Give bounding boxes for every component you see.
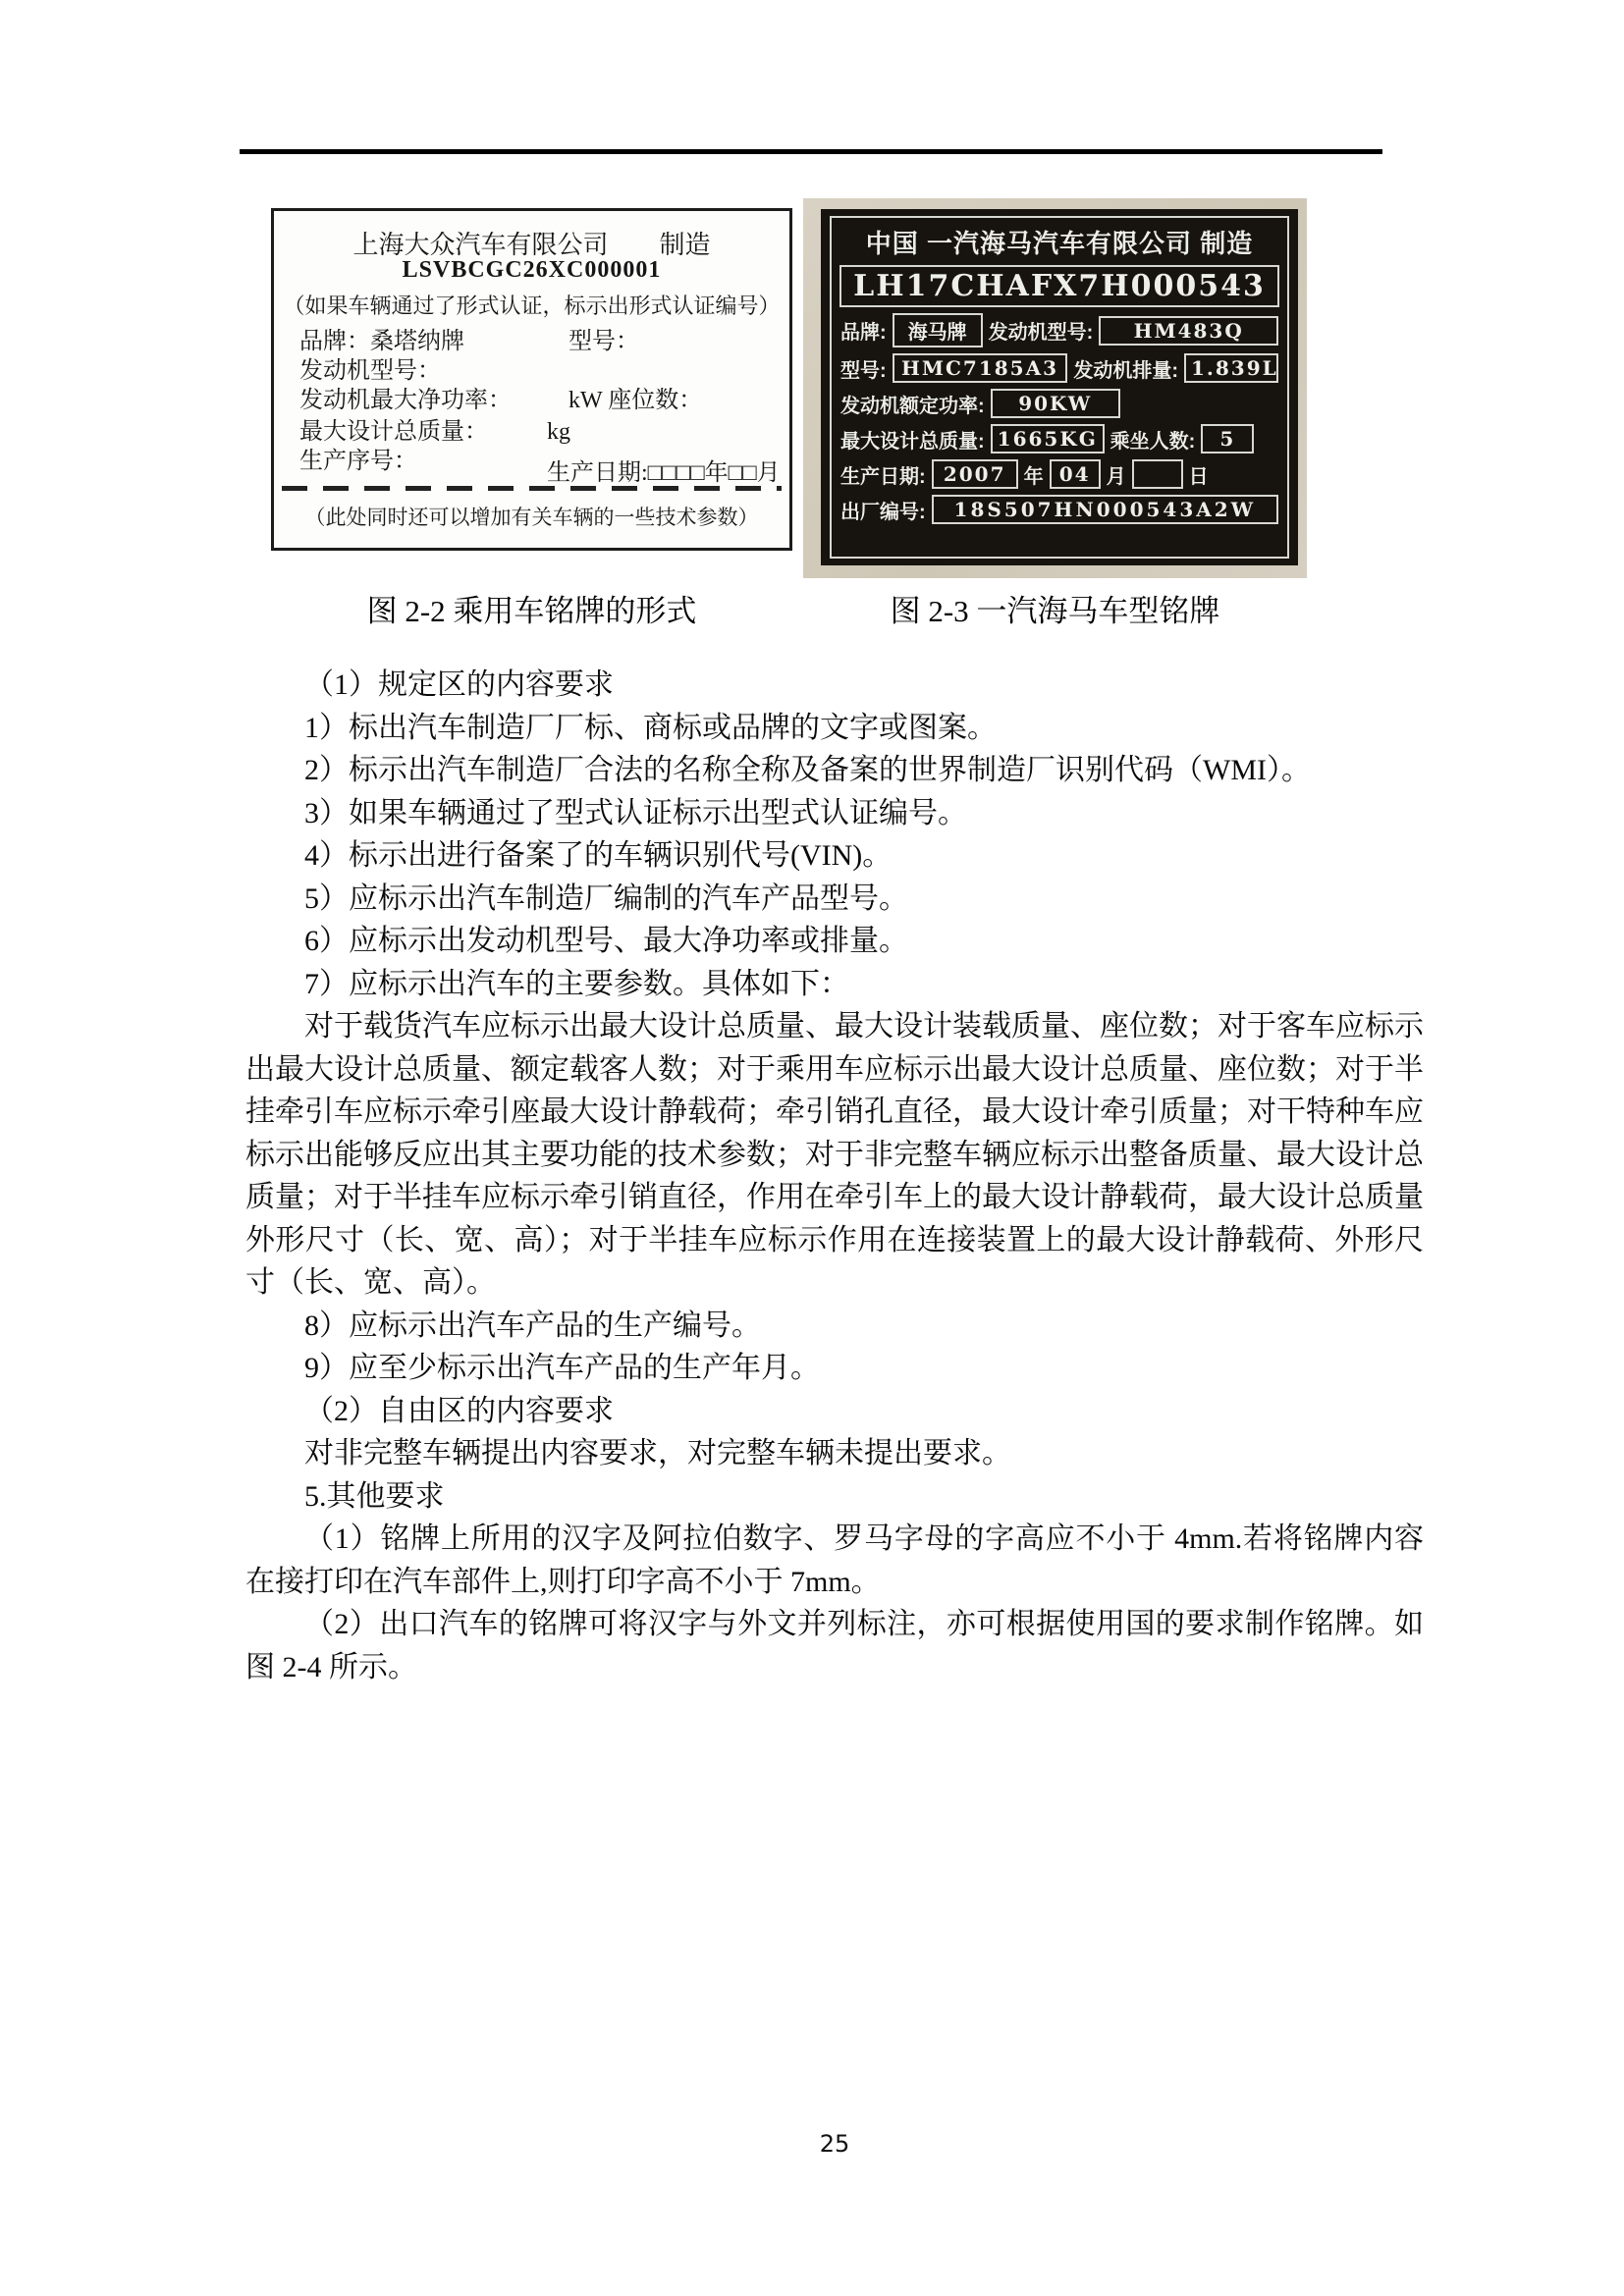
haima-nameplate-frame	[830, 216, 1289, 559]
plate-engine-power-label: 发动机最大净功率：	[299, 388, 512, 413]
max-mass-label: 最大设计总质量:	[840, 430, 985, 453]
page-number: 25	[819, 2130, 850, 2158]
production-date-label: 生产日期:	[840, 465, 926, 488]
max-mass-value: 1665KG	[991, 424, 1105, 454]
haima-date-row	[840, 459, 1278, 489]
plate-kg-unit: kg	[547, 419, 570, 445]
factory-number-value: 18S507HN000543A2W	[932, 495, 1278, 524]
displacement-label: 发动机排量:	[1073, 359, 1178, 382]
brand-value: 海马牌	[893, 313, 983, 347]
figure-2-3-photo	[803, 198, 1307, 578]
model-value: HMC7185A3	[893, 353, 1068, 383]
haima-nameplate	[821, 209, 1298, 565]
plate-max-mass-label: 最大设计总质量：	[299, 419, 488, 445]
production-month-value: 04	[1050, 459, 1101, 489]
body-paragraph: 9）应至少标示出汽车产品的生产年月。	[304, 1352, 820, 1384]
body-paragraph: 4）标示出进行备案了的车辆识别代号(VIN)。	[304, 839, 893, 872]
body-paragraph: 1）标出汽车制造厂厂标、商标或品牌的文字或图案。	[304, 711, 997, 744]
body-paragraph: （2）自由区的内容要求	[304, 1394, 614, 1427]
figure-2-2-plate	[271, 208, 792, 551]
haima-power-row	[840, 389, 1278, 418]
haima-vin: LH17CHAFX7H000543	[839, 265, 1279, 307]
body-paragraph: 8）应标示出汽车产品的生产编号。	[304, 1308, 761, 1342]
plate-brand-label: 品牌：桑塔纳牌	[299, 329, 464, 354]
haima-model-row	[840, 353, 1278, 383]
haima-mass-row	[840, 424, 1278, 454]
brand-label: 品牌:	[840, 322, 887, 344]
passengers-label: 乘坐人数:	[1110, 430, 1196, 453]
body-paragraph: （1）铭牌上所用的汉字及阿拉伯数字、罗马字母的字高应不小于 4mm.若将铭牌内容在接打印在汽车部件上,则打印字高不小于 7mm。	[245, 1522, 1424, 1598]
body-text	[245, 664, 1424, 1688]
plate-free-area-note: （此处同时还可以增加有关车辆的一些技术参数）	[304, 506, 759, 529]
body-paragraph: （2）出口汽车的铭牌可将汉字与外文并列标注，亦可根据使用国的要求制作铭牌。如图 2-4 所示。	[245, 1608, 1424, 1683]
production-year-value: 2007	[932, 459, 1018, 489]
model-label: 型号:	[840, 359, 887, 382]
day-suffix: 日	[1188, 465, 1209, 488]
body-paragraph: 5.其他要求	[304, 1479, 445, 1513]
year-suffix: 年	[1023, 465, 1044, 488]
plate-cert-note: （如果车辆通过了形式认证，标示出形式认证编号）	[283, 294, 781, 318]
plate-vin: LSVBCGC26XC000001	[402, 257, 662, 283]
plate-kw-seats-label: kW 座位数：	[568, 388, 703, 413]
header-rule	[240, 149, 1382, 154]
production-day-value	[1132, 459, 1183, 489]
figure-2-3-caption: 图 2-3 一汽海马车型铭牌	[890, 594, 1220, 628]
passengers-value: 5	[1201, 424, 1254, 454]
haima-maker-line: 中国 一汽海马汽车有限公司 制造	[865, 229, 1254, 258]
haima-vin-row	[840, 265, 1278, 307]
plate-maker-line: 上海大众汽车有限公司 制造	[352, 231, 711, 259]
body-paragraph: 对于载货汽车应标示出最大设计总质量、最大设计装载质量、座位数；对于客车应标示出最大设计总质量、额定载客人数；对于乘用车应标示出最大设计总质量、座位数；对于半挂牵引车应标示牵引座最大设计静载荷；牵引销孔直径，最大设计牵引质量；对干特种车应标示出能够反应出其主要功能的技术参数；对于非完整车辆应标示出整备质量、最大设计总质量；对于半挂车应标示牵引销直径，作用在牵引车上的最大设计静载荷，最大设计总质量外形尺寸（长、宽、高）；对于半挂车应标示作用在连接装置上的最大设计静载荷、外形尺寸（长、宽、高）。	[245, 1010, 1424, 1299]
figure-2-2-caption: 图 2-2 乘用车铭牌的形式	[366, 594, 697, 628]
body-paragraph: 6）应标示出发动机型号、最大净功率或排量。	[304, 925, 908, 957]
plate-engine-model-label: 发动机型号：	[299, 358, 441, 384]
plate-date-label: 生产日期:□□□□年□□月	[547, 460, 781, 486]
body-paragraph: 对非完整车辆提出内容要求，对完整车辆未提出要求。	[304, 1437, 1011, 1469]
displacement-value: 1.839L	[1184, 353, 1278, 383]
factory-number-label: 出厂编号:	[840, 501, 926, 523]
body-paragraph: （1）规定区的内容要求	[304, 668, 614, 701]
plate-model-label: 型号：	[568, 329, 639, 354]
body-paragraph: 3）如果车辆通过了型式认证标示出型式认证编号。	[304, 796, 967, 829]
engine-model-label: 发动机型号:	[988, 322, 1094, 344]
engine-model-value: HM483Q	[1099, 316, 1278, 346]
rated-power-value: 90KW	[991, 389, 1120, 418]
body-paragraph: 5）应标示出汽车制造厂编制的汽车产品型号。	[304, 881, 908, 915]
plate-serial-label: 生产序号：	[299, 449, 417, 474]
plate-dashed-divider	[282, 486, 782, 491]
body-paragraph: 2）标示出汽车制造厂合法的名称全称及备案的世界制造厂识别代码（WMI）。	[304, 754, 1311, 786]
month-suffix: 月	[1106, 465, 1126, 488]
haima-serial-row	[840, 495, 1278, 524]
body-paragraph: 7）应标示出汽车的主要参数。具体如下：	[304, 967, 849, 1000]
rated-power-label: 发动机额定功率:	[840, 395, 985, 417]
haima-brand-row	[840, 313, 1278, 347]
